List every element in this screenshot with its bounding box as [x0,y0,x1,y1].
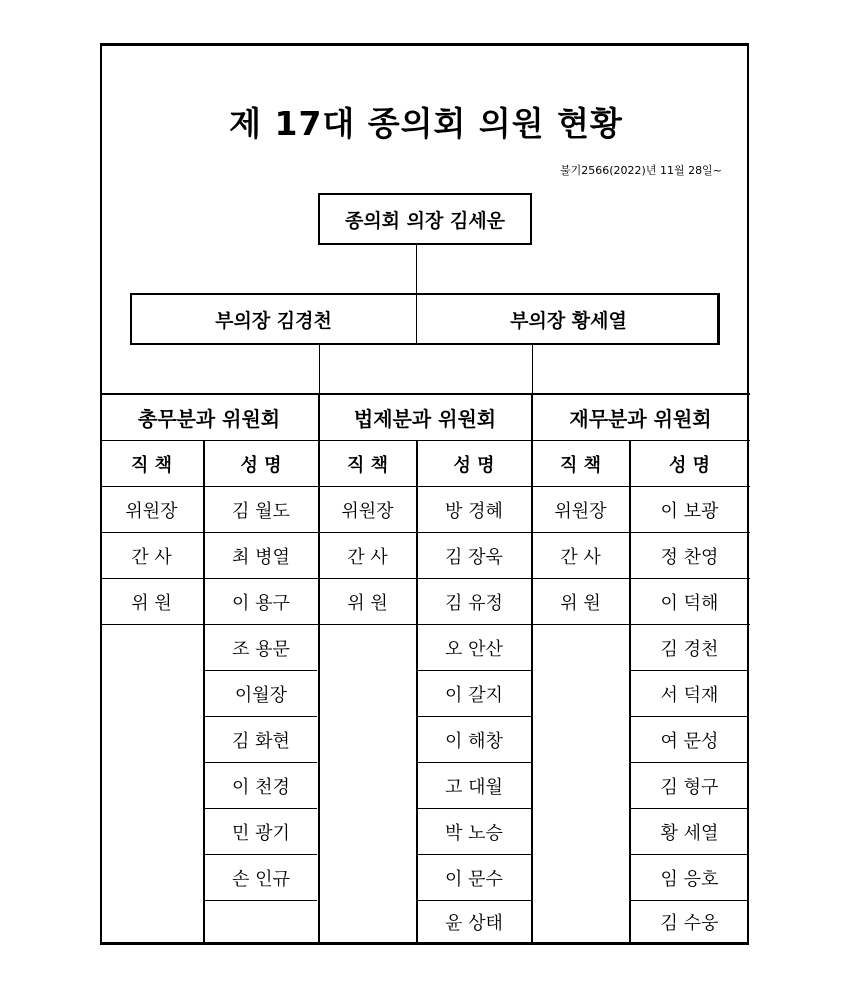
member-cell: 손 인규 [232,868,290,890]
committee-title: 총무분과 위원회 [137,406,281,431]
committee-title: 재무분과 위원회 [569,406,712,431]
member-cell: 여 문성 [660,730,719,752]
header-name: 성 명 [240,454,282,476]
member-cell: 김 형구 [660,776,719,798]
member-cell: 김 화현 [232,730,290,752]
member-cell: 최 병열 [232,546,290,568]
member-cell: 오 안산 [445,638,503,660]
role-cell: 위원장 [554,500,607,522]
committee-title: 법제분과 위원회 [353,406,497,431]
member-cell: 정 찬영 [660,546,719,568]
member-cell: 민 광기 [232,822,290,844]
member-cell: 서 덕재 [660,684,719,706]
member-cell: 이 문수 [445,868,503,890]
page-title: 제 17대 종의회 의원 현황 [229,104,623,143]
connector-line [319,345,320,394]
member-cell: 김 월도 [232,500,290,522]
member-cell: 방 경혜 [445,500,503,522]
member-cell: 이월장 [234,684,288,706]
member-cell: 이 용구 [232,592,290,614]
member-cell: 이 해창 [445,730,503,752]
connector-line [416,245,417,293]
member-cell: 이 갈지 [445,684,503,706]
header-role: 직 책 [130,454,173,476]
role-cell: 간 사 [131,546,172,568]
role-cell: 위 원 [560,592,601,614]
member-cell: 고 대월 [445,776,503,798]
member-cell: 김 유정 [445,592,503,614]
role-cell: 위원장 [125,500,178,522]
member-cell: 박 노승 [445,822,503,844]
date-label: 불기2566(2022)년 11월 28일~ [560,164,722,177]
member-cell: 윤 상태 [445,913,503,934]
member-cell: 김 경천 [660,638,719,660]
member-cell [204,901,318,943]
header-name: 성 명 [453,454,495,476]
vice-chair-left: 부의장 김경천 [215,309,332,332]
member-cell: 조 용문 [232,638,290,660]
member-cell: 김 장욱 [445,546,503,568]
member-cell: 이 보광 [660,500,719,522]
role-cell: 위 원 [131,592,172,614]
member-cell: 황 세열 [660,822,719,844]
role-cell: 위원장 [341,500,394,522]
member-cell: 이 천경 [232,776,290,798]
role-cell: 위 원 [347,592,388,614]
header-role: 직 책 [559,454,602,476]
vice-chair-right: 부의장 황세열 [510,309,627,332]
member-cell: 이 덕해 [660,592,719,614]
member-cell: 임 응호 [660,868,719,890]
member-cell: 김 수웅 [660,913,719,934]
role-cell: 간 사 [347,546,388,568]
chair-box: 종의회 의장 김세운 [318,193,532,245]
header-name: 성 명 [668,454,711,476]
connector-line [532,345,533,394]
role-cell: 간 사 [560,546,601,568]
header-role: 직 책 [346,454,389,476]
